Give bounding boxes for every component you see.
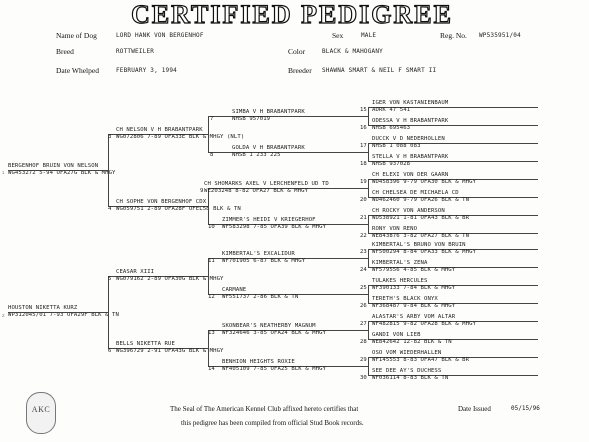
- great-grandparent-11: [222, 251, 305, 265]
- gggp-info: NHSB 695463: [372, 125, 411, 131]
- footer-line-1: The Seal of The American Kennel Club affixed hereto certifies that: [170, 405, 359, 413]
- gggp-number: 19: [360, 179, 367, 185]
- ggp-number: 12: [208, 294, 215, 300]
- gggp-info: NHSB 937028: [372, 161, 411, 167]
- whelped-value: FEBRUARY 3, 1994: [116, 67, 177, 74]
- gggp-name: KIMBERTAL'S ZENA: [372, 260, 428, 266]
- gggp-number: 26: [360, 303, 367, 309]
- grandparent-4: [116, 199, 241, 213]
- grandparent-info: WG072806 7-89 OFA33E BLK & MHGY (NLT): [116, 134, 245, 140]
- gggp-info: WF500294 8-84 OFA33 BLK & MHGY: [372, 249, 477, 255]
- gggp-number: 28: [360, 339, 367, 345]
- ggp-number: 14: [208, 366, 215, 372]
- grandparent-number: 4: [108, 206, 112, 212]
- date-issued-label: Date Issued: [458, 405, 491, 413]
- gggp-name: CH ROCKY VON ANDERSON: [372, 208, 445, 214]
- gggp-name: DUCCK V D NEDERHOLLEN: [372, 136, 445, 142]
- great-grandparent-7: [232, 109, 305, 123]
- gggp-info: WF145553 8-83 OFA47 BLK & BR: [372, 357, 470, 363]
- grandparent-info: WG396729 2-91 OFA43G BLK & MHGY: [116, 348, 224, 354]
- ggp-name: SKONBEAR'S NEATHERBY MAGNUM: [222, 323, 316, 329]
- grandparent-number: 6: [108, 348, 112, 354]
- great-grandparent-13: [222, 323, 326, 337]
- gggp-27: [372, 314, 476, 328]
- footer-line-2: this pedigree has been compiled from official Stud Book records.: [181, 419, 364, 427]
- breeder-value: SHAWNA SMART & NEIL F SMART II: [322, 67, 437, 74]
- grandparent-3: [116, 127, 244, 141]
- seal-label: AKC: [31, 405, 51, 414]
- gggp-info: WE843876 3-82 OFA27 BLK & TN: [372, 233, 470, 239]
- akc-seal: [26, 392, 56, 434]
- gggp-info: WE842642 12-82 BLK & TN: [372, 339, 452, 345]
- parent-name: HOUSTON NIKETTA KURZ: [8, 305, 78, 311]
- dam-side-mark: 2: [2, 313, 5, 318]
- gggp-number: 25: [360, 285, 367, 291]
- grandparent-name: BELLS NIKETTA RUE: [116, 341, 175, 347]
- gggp-name: KIMBERTAL'S BRUNO VON BRUIN: [372, 242, 466, 248]
- breed-label: Breed: [56, 47, 74, 56]
- ggp-info: WE203248 8-82 OFA27 BLK & MHGY: [204, 188, 309, 194]
- gggp-number: 20: [360, 197, 367, 203]
- gggp-name: TULAKES HERCULES: [372, 278, 428, 284]
- reg-number: WP535951/04: [479, 32, 521, 39]
- gggp-name: CH CHELSEA DE MICHAELA CD: [372, 190, 459, 196]
- name-label: Name of Dog: [56, 31, 97, 40]
- gggp-21: [372, 208, 469, 222]
- ggp-number: 7: [210, 116, 214, 122]
- parent-name: BERGENHOF BRUIN VON NELSON: [8, 163, 99, 169]
- sex-label: Sex: [332, 31, 344, 40]
- gggp-info: WF368487 9-84 BLK & MHGY: [372, 303, 456, 309]
- gggp-number: 27: [360, 321, 367, 327]
- color-value: BLACK & MAHOGANY: [322, 48, 383, 55]
- grandparent-info: WG079162 2-89 OFA30G BLK & MHGY: [116, 276, 224, 282]
- ggp-info: WF324646 3-85 OFA24 BLK & MHGY: [222, 330, 327, 336]
- ggp-name: SIMBA V H BRABANTPARK: [232, 109, 305, 115]
- gggp-number: 29: [360, 357, 367, 363]
- gggp-number: 22: [360, 233, 367, 239]
- grandparent-name: CH SOPHE VON BERGENHOF CDX: [116, 199, 207, 205]
- gggp-number: 16: [360, 125, 367, 131]
- ggp-number: 13: [208, 330, 215, 336]
- gggp-number: 18: [360, 161, 367, 167]
- great-grandparent-8: [232, 145, 305, 159]
- gggp-info: WD538921 1-81 OFA43 BLK & BR: [372, 215, 470, 221]
- ggp-number: 10: [208, 224, 215, 230]
- gggp-name: SEE DEE AY'S DUCHESS: [372, 368, 442, 374]
- ggp-name: BENHION HEIGHTS ROXIE: [222, 359, 295, 365]
- breed-value: ROTTWEILER: [116, 48, 155, 55]
- gggp-number: 17: [360, 143, 367, 149]
- certificate-title: [92, 0, 492, 29]
- dog-name: LORD HANK VON BERGENHOF: [116, 32, 204, 39]
- gggp-name: ALASTAR'S ARBY VOM ALTAR: [372, 314, 456, 320]
- ggp-info: WF405109 7-85 OFA25 BLK & MHGY: [222, 366, 327, 372]
- ggp-info: NHSB 957019: [232, 116, 271, 122]
- grandparent-name: CEASAR XIII: [116, 269, 155, 275]
- gggp-15: [372, 100, 448, 114]
- sire-side-mark: 1: [2, 170, 5, 175]
- gggp-30: [372, 368, 448, 382]
- ggp-info: WF551737 2-86 BLK & TN: [222, 294, 299, 300]
- grandparent-number: 3: [108, 134, 112, 140]
- gggp-info: ADRK 47 541: [372, 107, 411, 113]
- gggp-info: WF036114 8-83 BLK & TN: [372, 375, 449, 381]
- gggp-26: [372, 296, 455, 310]
- gggp-number: 21: [360, 215, 367, 221]
- gggp-name: CH ELEXI VON DER GAARN: [372, 172, 449, 178]
- reg-label: Reg. No.: [440, 31, 467, 40]
- great-grandparent-14: [222, 359, 326, 373]
- gggp-name: TERETH'S BLACK ONYX: [372, 296, 438, 302]
- gggp-22: [372, 226, 469, 240]
- ggp-info: WF701905 6-87 BLK & MHGY: [222, 258, 306, 264]
- grandparent-info: WG059751 2-89 OFA28F OFEL58 BLK & TN: [116, 206, 241, 212]
- gggp-number: 23: [360, 249, 367, 255]
- gggp-info: NHSB 1 088 083: [372, 143, 421, 149]
- gggp-23: [372, 242, 476, 256]
- ggp-name: ZIMMER'S HEIDI V KRIEGERHOF: [222, 217, 316, 223]
- title-text: CERTIFIED PEDIGREE: [131, 0, 453, 29]
- gggp-name: GANDI VON LIEB: [372, 332, 421, 338]
- color-label: Color: [288, 47, 306, 56]
- gggp-number: 30: [360, 375, 367, 381]
- ggp-name: CARMANE: [222, 287, 247, 293]
- great-grandparent-12: [222, 287, 298, 301]
- ggp-name: CH SHOMARKS AXEL V LERCHENFELD UD TD: [204, 181, 329, 187]
- gggp-info: WD462460 9-79 OFA26 BLK & TN: [372, 197, 470, 203]
- gggp-info: WD458396 9-79 OFA30 BLK & MHGY: [372, 179, 477, 185]
- gggp-19: [372, 172, 476, 186]
- gggp-16: [372, 118, 448, 132]
- ggp-info: NHSB 1 233 225: [232, 152, 281, 158]
- gggp-number: 15: [360, 107, 367, 113]
- gggp-25: [372, 278, 455, 292]
- date-issued-value: 05/15/96: [511, 405, 540, 412]
- gggp-name: STELLA V H BRABANTPARK: [372, 154, 449, 160]
- grandparent-number: 5: [108, 276, 112, 282]
- ggp-number: 8: [210, 152, 214, 158]
- gggp-24: [372, 260, 455, 274]
- gggp-17: [372, 136, 445, 150]
- breeder-label: Breeder: [288, 66, 312, 75]
- great-grandparent-10: [222, 217, 326, 231]
- ggp-name: GOLDA V H BRABANTPARK: [232, 145, 305, 151]
- gggp-name: RONY VON RENO: [372, 226, 418, 232]
- whelped-label: Date Whelped: [56, 66, 99, 75]
- gggp-info: WF579556 4-85 BLK & MHGY: [372, 267, 456, 273]
- gggp-28: [372, 332, 452, 346]
- gggp-18: [372, 154, 448, 168]
- parent-info: WG453272 5-94 OFA27G BLK & MHGY: [8, 170, 116, 176]
- gggp-29: [372, 350, 469, 364]
- gggp-name: ODESSA V H BRABANTPARK: [372, 118, 449, 124]
- gggp-info: WF390133 7-84 BLK & MHGY: [372, 285, 456, 291]
- gggp-name: IGER VON KASTANIENBAUM: [372, 100, 449, 106]
- ggp-info: WF583298 7-85 OFA39 BLK & MHGY: [222, 224, 327, 230]
- gggp-20: [372, 190, 469, 204]
- ggp-name: KIMBERTAL'S EXCALIDUR: [222, 251, 295, 257]
- parent-info: WP312045/01 7-93 OFA29F BLK & TN: [8, 312, 119, 318]
- gggp-name: OSO VOM WIEDERHALLEN: [372, 350, 442, 356]
- dog-sex: MALE: [361, 32, 377, 39]
- great-grandparent-9: [204, 181, 329, 195]
- ggp-number: 11: [208, 258, 215, 264]
- gggp-info: WF482815 9-82 OFA28 BLK & MHGY: [372, 321, 477, 327]
- ggp-number: 9: [200, 188, 204, 194]
- gggp-number: 24: [360, 267, 367, 273]
- grandparent-name: CH NELSON V H BRABANTPARK: [116, 127, 203, 133]
